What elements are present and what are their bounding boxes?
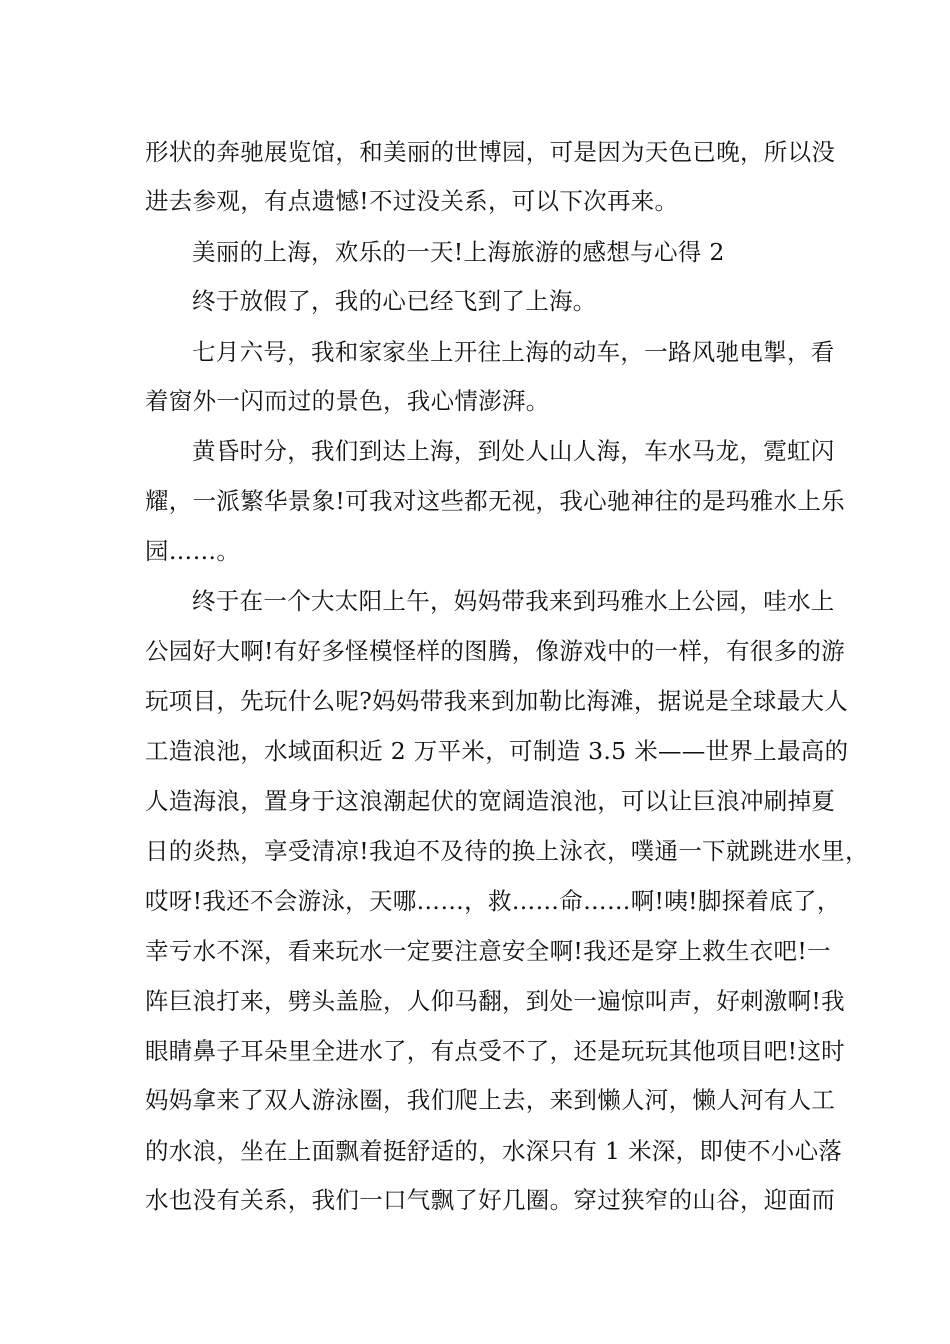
text-line: 七月六号，我和家家坐上开往上海的动车，一路风驰电掣，看 [192,338,835,366]
section-title: 美丽的上海，欢乐的一天!上海旅游的感想与心得 2 [192,238,725,266]
text-line: 的水浪，坐在上面飘着挺舒适的，水深只有 1 米深，即使不小心落 [145,1137,843,1165]
text-line: 阵巨浪打来，劈头盖脸，人仰马翻，到处一遍惊叫声，好刺激啊!我 [145,987,845,1015]
text-line: 耀，一派繁华景象!可我对这些都无视，我心驰神往的是玛雅水上乐 [145,487,845,515]
text-line: 幸亏水不深，看来玩水一定要注意安全啊!我还是穿上救生衣吧!一 [145,937,831,965]
text-line: 黄昏时分，我们到达上海，到处人山人海，车水马龙，霓虹闪 [192,437,835,465]
text-line: 妈妈拿来了双人游泳圈，我们爬上去，来到懒人河，懒人河有人工 [145,1086,836,1114]
text-line: 人造海浪，置身于这浪潮起伏的宽阔造浪池，可以让巨浪冲刷掉夏 [145,787,836,815]
text-line: 园……。 [145,537,241,565]
text-line: 水也没有关系，我们一口气飘了好几圈。穿过狭窄的山谷，迎面而 [145,1186,836,1214]
text-line: 工造浪池，水域面积近 2 万平米，可制造 3.5 米——世界上最高的 [145,737,849,765]
text-line: 终于放假了，我的心已经飞到了上海。 [192,287,597,315]
text-line: 公园好大啊!有好多怪模怪样的图腾，像游戏中的一样，有很多的游 [145,637,845,665]
text-line: 哎呀!我还不会游泳，天哪……，救……命……啊!咦!脚探着底了， [145,887,841,915]
text-line: 玩项目，先玩什么呢?妈妈带我来到加勒比海滩，据说是全球最大人 [145,687,849,715]
text-line: 日的炎热，享受清凉!我迫不及待的换上泳衣，噗通一下就跳进水里， [145,837,869,865]
text-line: 着窗外一闪而过的景色，我心情澎湃。 [145,387,550,415]
text-line: 终于在一个大太阳上午，妈妈带我来到玛雅水上公园，哇水上 [192,587,835,615]
text-line: 形状的奔驰展览馆，和美丽的世博园，可是因为天色已晚，所以没 [145,138,836,166]
text-line: 眼睛鼻子耳朵里全进水了，有点受不了，还是玩玩其他项目吧!这时 [145,1037,845,1065]
text-line: 进去参观，有点遗憾!不过没关系，可以下次再来。 [145,187,679,215]
